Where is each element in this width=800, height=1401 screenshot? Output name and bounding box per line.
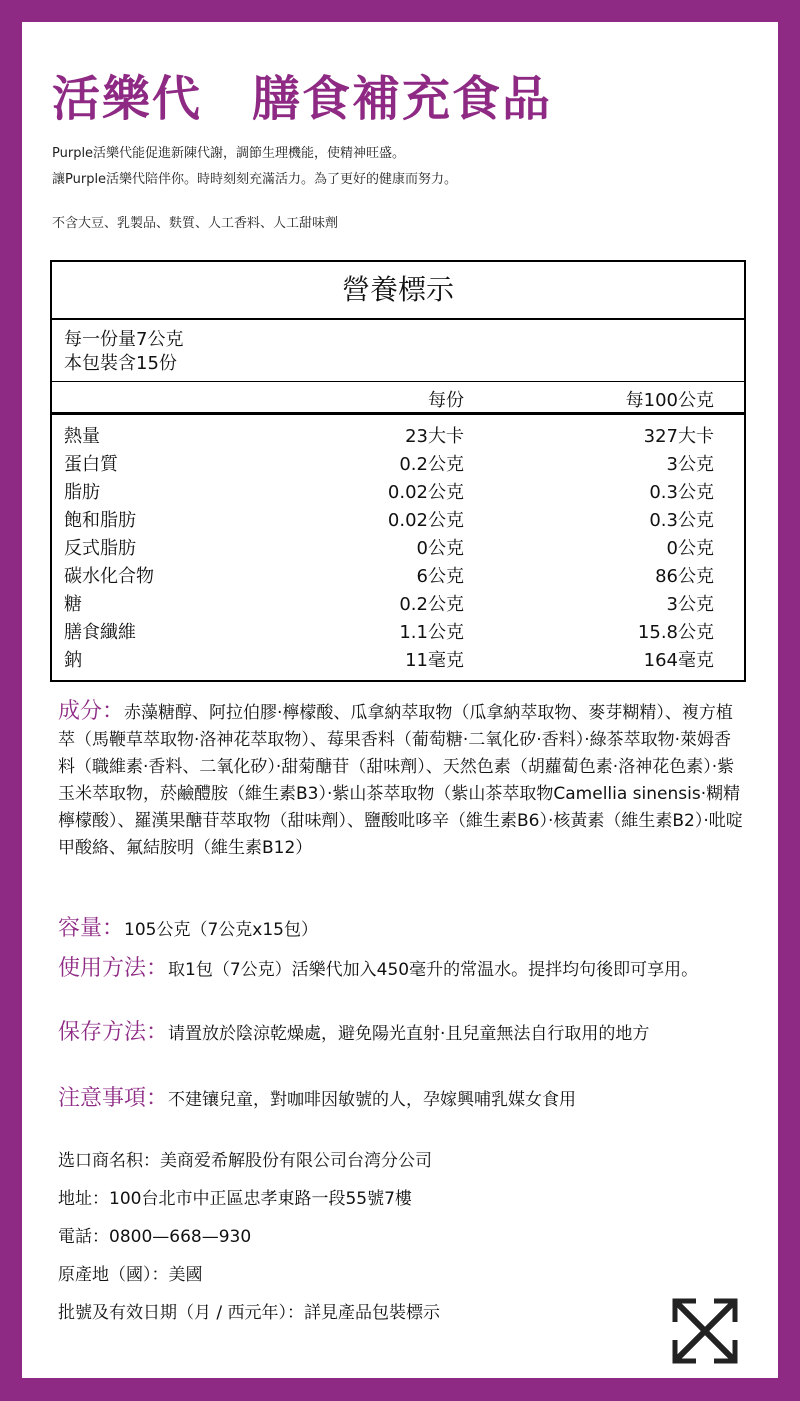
nutrient-name: 蛋白質 (64, 454, 118, 475)
nutrient-name: 脂肪 (64, 482, 100, 503)
col-per-serving: 每份 (428, 390, 464, 411)
ingredients-text: 赤藻糖醇、阿拉伯膠‧檸檬酸、瓜拿納萃取物（瓜拿納萃取物、麥芽糊精）、複方植萃（馬鞭草萃取物‧洛神花萃取物）、莓果香料（葡萄糖‧二氧化矽‧香料）‧綠茶萃取物‧萊姆香料（職維素‧香料、二氧化矽）‧甜菊醣苷（甜味劑）、天然色素（胡蘿蔔色素‧洛神花色素）‧紫玉米萃取物，菸鹼醴胺（維生素B3）‧紫山茶萃取物（紫山茶萃取物Camellia sinensis‧糊精 檸檬酸）、羅漢果醣苷萃取物（甜味劑）、鹽酸吡哆辛（維生素B6）‧核黃素（維生素B2）‧吡啶甲酸絡、氟結胺明（維生素B12） (58, 703, 743, 858)
nutrition-column-headers (52, 382, 744, 415)
nutrition-row (52, 535, 744, 563)
col-per-100g: 每100公克 (625, 390, 714, 411)
nutrition-row (52, 507, 744, 535)
storage-label: 保存方法： (58, 1020, 169, 1045)
address: 地址：100台北市中正區忠孝東路一段55號7樓 (58, 1189, 412, 1209)
intro-line-2: 讓Purple活樂代陪伴你。時時刻刻充滿活力。為了更好的健康而努力。 (52, 172, 458, 187)
free-from-text: 不含大豆、乳製品、麩質、人工香料、人工甜味劑 (52, 216, 339, 231)
per-100g-value: 164毫克 (643, 650, 714, 671)
storage-section (58, 1020, 748, 1047)
storage-text: 请置放於陰涼乾燥處，避免陽光直射‧且兒童無法自行取用的地方 (168, 1024, 650, 1044)
usage-text: 取1包（7公克）活樂代加入450毫升的常温水。提拌均句後即可享用。 (168, 960, 699, 980)
nutrition-row (52, 647, 744, 675)
recycle-box-logo-icon (672, 1298, 738, 1364)
servings-per-package: 本包裝含15份 (64, 353, 177, 374)
per-serving-value: 11毫克 (405, 650, 464, 671)
nutrient-name: 鈉 (64, 650, 82, 671)
nutrient-name: 碳水化合物 (64, 566, 154, 587)
nutrient-name: 反式脂肪 (64, 538, 136, 559)
label-page (22, 22, 778, 1378)
capacity-section (58, 916, 748, 943)
nutrition-facts-table (50, 260, 746, 682)
serving-size: 每一份量7公克 (64, 329, 184, 350)
per-serving-value: 0公克 (416, 538, 464, 559)
origin: 原產地（國）：美國 (58, 1265, 203, 1285)
nutrient-name: 熱量 (64, 426, 100, 447)
per-100g-value: 86公克 (655, 566, 714, 587)
per-serving-value: 0.02公克 (387, 510, 464, 531)
nutrition-row (52, 479, 744, 507)
nutrition-row (52, 591, 744, 619)
batch-expiry: 批號及有效日期（月 / 西元年）：詳見產品包裝標示 (58, 1303, 441, 1323)
nutrition-row (52, 451, 744, 479)
phone: 電話：0800—668—930 (58, 1227, 252, 1247)
per-100g-value: 3公克 (666, 454, 714, 475)
nutrition-rows (52, 415, 744, 675)
serving-info (52, 320, 744, 382)
nutrition-row (52, 619, 744, 647)
importer-name: 选口商名积：美商爱希解股份有限公司台湾分公司 (58, 1151, 432, 1171)
per-serving-value: 6公克 (416, 566, 464, 587)
per-100g-value: 0.3公克 (649, 510, 714, 531)
per-100g-value: 3公克 (666, 594, 714, 615)
nutrient-name: 糖 (64, 594, 82, 615)
per-serving-value: 0.2公克 (399, 594, 464, 615)
nutrition-row (52, 423, 744, 451)
intro-line-1: Purple活樂代能促進新陳代謝，調節生理機能，使精神旺盛。 (52, 146, 406, 161)
capacity-label: 容量： (58, 916, 125, 941)
nutrition-title: 營養標示 (52, 262, 744, 320)
nutrient-name: 飽和脂肪 (64, 510, 136, 531)
per-100g-value: 0.3公克 (649, 482, 714, 503)
usage-label: 使用方法： (58, 956, 169, 981)
caution-text: 不建镶兒童，對咖啡因敏號的人，孕嫁興哺乳媒女食用 (168, 1090, 577, 1110)
per-serving-value: 1.1公克 (399, 622, 464, 643)
per-100g-value: 15.8公克 (637, 622, 714, 643)
ingredients-label: 成分： (58, 699, 125, 724)
per-serving-value: 0.02公克 (387, 482, 464, 503)
nutrition-row (52, 563, 744, 591)
caution-section (58, 1086, 748, 1113)
product-title: 活樂代 膳食補充食品 (52, 71, 553, 127)
capacity-text: 105公克（7公克x15包） (124, 920, 318, 940)
per-serving-value: 0.2公克 (399, 454, 464, 475)
ingredients-section (58, 698, 748, 862)
per-serving-value: 23大卡 (405, 426, 464, 447)
caution-label: 注意事項： (58, 1086, 169, 1111)
per-100g-value: 327大卡 (643, 426, 714, 447)
per-100g-value: 0公克 (666, 538, 714, 559)
nutrient-name: 膳食纖維 (64, 622, 136, 643)
usage-section (58, 956, 748, 983)
